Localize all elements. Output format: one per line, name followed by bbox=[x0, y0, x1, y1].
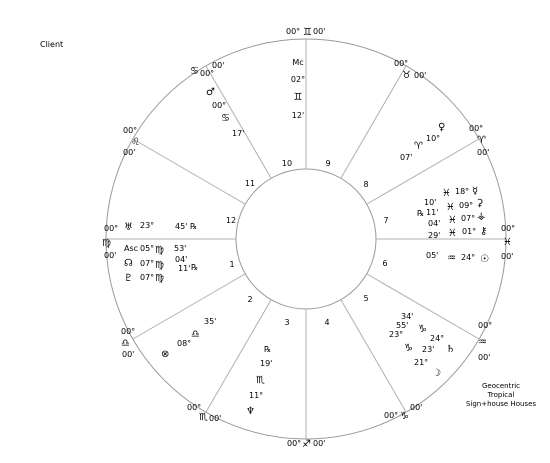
house-number-9: 9 bbox=[325, 159, 331, 168]
cusp-minutes: 00' bbox=[477, 148, 490, 157]
sagittarius-icon: ♐ bbox=[302, 439, 311, 450]
house-number-2: 2 bbox=[247, 295, 253, 304]
planet-degree: 10° bbox=[426, 134, 441, 143]
cusp-minutes: 00' bbox=[104, 251, 117, 260]
ascendant-group bbox=[124, 221, 198, 284]
cusp-degree: 00° bbox=[501, 224, 516, 233]
planet-degree: 07° bbox=[140, 273, 155, 282]
house-number-1: 1 bbox=[229, 260, 235, 269]
pisces-icon: ♓ bbox=[448, 215, 457, 226]
planet-minutes: 45' bbox=[175, 222, 188, 231]
planet-minutes: 35' bbox=[204, 317, 217, 326]
scorpio-icon: ♏ bbox=[199, 412, 208, 423]
asteroid-icon: ⚶ bbox=[477, 211, 486, 222]
planet-venus bbox=[400, 122, 445, 162]
planet-minutes: 05' bbox=[426, 251, 439, 260]
planet-neptune bbox=[246, 345, 272, 417]
house-number-11: 11 bbox=[244, 179, 256, 188]
libra-icon: ♎ bbox=[121, 338, 130, 349]
planet-minutes: 10' bbox=[424, 198, 437, 207]
north-node-icon: ☊ bbox=[124, 258, 133, 269]
gemini-icon: ♊ bbox=[293, 92, 303, 103]
pisces-icon: ♓ bbox=[442, 188, 451, 199]
house-number-5: 5 bbox=[363, 294, 369, 303]
cusp-minutes: 00' bbox=[410, 403, 423, 412]
chart-info bbox=[456, 382, 546, 409]
planet-degree: 01° bbox=[462, 227, 477, 236]
capricorn-icon: ♑ bbox=[404, 343, 413, 354]
planet-degree: 07° bbox=[140, 259, 155, 268]
cusp-line bbox=[206, 66, 271, 178]
capricorn-icon: ♑ bbox=[400, 411, 409, 422]
cusp-degree: 00° bbox=[187, 403, 202, 412]
cusp-degree: 00° bbox=[123, 126, 138, 135]
cusp-degree: 00° bbox=[286, 27, 301, 36]
planet-degree: 21° bbox=[414, 358, 429, 367]
mc-degree: 02° bbox=[290, 75, 306, 84]
retrograde-icon: ℞ bbox=[417, 209, 425, 218]
house-number-4: 4 bbox=[324, 318, 330, 327]
planet-minutes: 29' bbox=[428, 231, 441, 240]
cancer-icon: ♋ bbox=[190, 66, 199, 77]
planet-degree: 23° bbox=[389, 330, 404, 339]
cusp-minutes: 00' bbox=[313, 439, 326, 448]
planet-minutes: 07' bbox=[400, 153, 413, 162]
planet-degree: 23' bbox=[422, 345, 435, 354]
cusp-degree: 00° bbox=[394, 59, 409, 68]
taurus-icon: ♉ bbox=[402, 70, 411, 81]
virgo-icon: ♍ bbox=[102, 238, 111, 249]
aries-icon: ♈ bbox=[414, 141, 423, 152]
planet-minutes: 11' bbox=[426, 208, 439, 217]
asc-label: Asc bbox=[124, 244, 139, 253]
planet-degree: 24° bbox=[461, 253, 476, 262]
leo-icon: ♌ bbox=[131, 137, 140, 148]
house-system-label: Sign+house Houses bbox=[465, 400, 537, 408]
gemini-icon: ♊ bbox=[303, 27, 312, 38]
planet-degree: 07° bbox=[461, 214, 476, 223]
zodiac-system-label: Geocentric bbox=[481, 382, 521, 390]
chiron-icon: ⚷ bbox=[480, 226, 488, 237]
planet-mars bbox=[206, 87, 244, 138]
planet-minutes: 04' bbox=[428, 219, 441, 228]
retrograde-icon: ℞ bbox=[191, 263, 199, 272]
planet-degree: 24° bbox=[430, 334, 445, 343]
asc-minutes: 53' bbox=[174, 244, 187, 253]
virgo-icon: ♍ bbox=[155, 273, 164, 284]
planet-degree: 23° bbox=[140, 221, 155, 230]
inner-ring bbox=[236, 169, 376, 309]
cusp-minutes: 00' bbox=[313, 27, 326, 36]
planet-minutes: 11' bbox=[178, 264, 191, 273]
cusp-minutes: 00' bbox=[123, 148, 136, 157]
mercury-icon: ☿ bbox=[472, 186, 479, 197]
retrograde-icon: ℞ bbox=[190, 222, 198, 231]
fortune-icon: ⊗ bbox=[161, 349, 170, 360]
pisces-icon: ♓ bbox=[448, 228, 457, 239]
planet-degree: 08° bbox=[177, 339, 192, 348]
capricorn-icon: ♑ bbox=[418, 324, 427, 335]
venus-icon: ♀ bbox=[438, 122, 446, 133]
planet-minutes: 19' bbox=[260, 359, 273, 368]
part-of-fortune bbox=[161, 317, 216, 360]
cancer-icon: ♋ bbox=[221, 113, 230, 124]
cusp-minutes: 00' bbox=[478, 353, 491, 362]
house-number-6: 6 bbox=[382, 259, 388, 268]
capricorn-group bbox=[389, 312, 455, 379]
cusp-degree: 00° bbox=[200, 69, 215, 78]
uranus-icon: ♅ bbox=[124, 222, 133, 233]
planet-minutes: 17' bbox=[232, 129, 245, 138]
planet-sun bbox=[426, 251, 489, 265]
midheaven-marker bbox=[291, 58, 305, 120]
aries-icon: ♈ bbox=[477, 135, 486, 146]
planet-degree: 18° bbox=[455, 187, 470, 196]
house-number-7: 7 bbox=[383, 216, 389, 225]
house-cusp-lines bbox=[106, 39, 506, 439]
neptune-icon: ♆ bbox=[246, 406, 255, 417]
cusp-degree: 00° bbox=[121, 327, 136, 336]
house-number-10: 10 bbox=[281, 159, 293, 168]
cusp-degree: 00° bbox=[287, 439, 302, 448]
aquarius-icon: ♒ bbox=[447, 253, 456, 264]
cusp-minutes: 00' bbox=[501, 252, 514, 261]
libra-icon: ♎ bbox=[191, 329, 200, 340]
cusp-minutes: 00' bbox=[414, 71, 427, 80]
sun-icon: ☉ bbox=[480, 254, 489, 265]
virgo-icon: ♍ bbox=[155, 260, 164, 271]
mc-minutes: 12' bbox=[291, 111, 305, 120]
cusp-degree: 00° bbox=[469, 124, 484, 133]
pisces-icon: ♓ bbox=[446, 202, 455, 213]
client-label: Client bbox=[40, 40, 64, 49]
planet-degree: 09° bbox=[459, 201, 474, 210]
house-number-3: 3 bbox=[284, 318, 290, 327]
cusp-degree: 00° bbox=[478, 321, 493, 330]
mars-icon: ♂ bbox=[206, 87, 215, 98]
cusp-degree: 00° bbox=[384, 411, 399, 420]
cusp-line bbox=[341, 66, 406, 178]
virgo-icon: ♍ bbox=[155, 245, 164, 256]
pisces-icon: ♓ bbox=[503, 237, 512, 248]
asteroid-icon: ⚳ bbox=[476, 198, 484, 209]
saturn-icon: ♄ bbox=[446, 344, 455, 355]
pisces-stellium bbox=[417, 186, 487, 240]
asc-degree: 05° bbox=[140, 244, 155, 253]
planet-degree: 00° bbox=[212, 101, 227, 110]
house-number-12: 12 bbox=[225, 216, 237, 225]
cusp-minutes: 00' bbox=[122, 350, 135, 359]
cusp-minutes: 00' bbox=[209, 414, 222, 423]
zodiac-type-label: Tropical bbox=[487, 391, 515, 399]
retrograde-icon: ℞ bbox=[264, 345, 272, 354]
cusp-minutes: 00' bbox=[212, 61, 225, 70]
cusp-line bbox=[133, 274, 245, 339]
planet-minutes: 04' bbox=[175, 255, 188, 264]
aquarius-icon: ♒ bbox=[478, 337, 487, 348]
house-number-8: 8 bbox=[363, 180, 369, 189]
planet-degree: 11° bbox=[249, 391, 264, 400]
scorpio-icon: ♏ bbox=[256, 375, 265, 386]
moon-icon: ☽ bbox=[432, 368, 441, 379]
planet-minutes: 34' bbox=[401, 312, 414, 321]
pluto-icon: ♇ bbox=[124, 273, 133, 284]
house-numbers bbox=[226, 159, 389, 327]
cusp-line bbox=[133, 139, 245, 204]
planet-minutes: 55' bbox=[396, 321, 409, 330]
cusp-degree: 00° bbox=[104, 224, 119, 233]
mc-label: Mc bbox=[292, 58, 304, 67]
